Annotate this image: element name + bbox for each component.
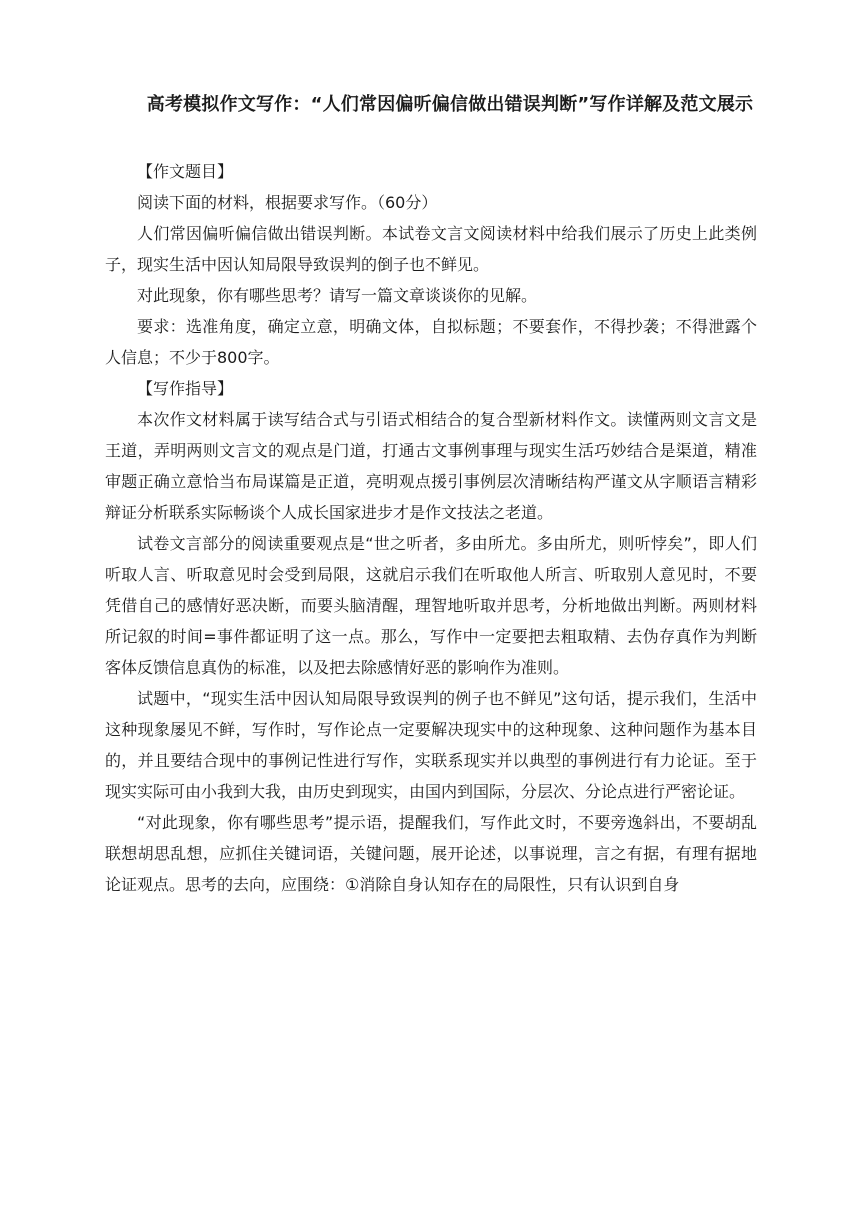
section-label-prompt: 【作文题目】 bbox=[137, 162, 234, 181]
section-label-guide: 【写作指导】 bbox=[137, 379, 234, 398]
guide-paragraph: “对此现象，你有哪些思考”提示语，提醒我们，写作此文时，不要旁逸斜出，不要胡乱联想胡思乱想，应抓住关键词语，关键问题，展开论述，以事说理，言之有据，有理有据地论证观点。思考的去向，应围绕：①消除自身认知存在的局限性，只有认识到自身 bbox=[105, 813, 757, 894]
document-page bbox=[105, 86, 757, 900]
document-title: 高考模拟作文写作：“人们常因偏听偏信做出错误判断”写作详解及范文展示 bbox=[146, 94, 754, 115]
guide-paragraph: 本次作文材料属于读写结合式与引语式相结合的复合型新材料作文。读懂两则文言文是王道，弄明两则文言文的观点是门道，打通古文事例事理与现实生活巧妙结合是渠道，精准审题正确立意恰当布局谋篇是正道，亮明观点援引事例层次清晰结构严谨文从字顺语言精彩辩证分析联系实际畅谈个人成长国家进步才是作文技法之老道。 bbox=[105, 410, 757, 522]
guide-paragraph: 试卷文言部分的阅读重要观点是“世之听者，多由所尤。多由所尤，则听悖矣”，即人们听取人言、听取意见时会受到局限，这就启示我们在听取他人所言、听取别人意见时，不要凭借自己的感情好恶决断，而要头脑清醒，理智地听取并思考，分析地做出判断。两则材料所记叙的时间=事件都证明了这一点。那么，写作中一定要把去粗取精、去伪存真作为判断客体反馈信息真伪的标准，以及把去除感情好恶的影响作为准则。 bbox=[105, 534, 757, 677]
prompt-paragraph: 阅读下面的材料，根据要求写作。（60分） bbox=[137, 193, 438, 212]
guide-paragraph: 试题中，“现实生活中因认知局限导致误判的例子也不鲜见”这句话，提示我们，生活中这种现象屡见不鲜，写作时，写作论点一定要解决现实中的这种现象、这种问题作为基本目的，并且要结合现中的事例记性进行写作，实联系现实并以典型的事例进行有力论证。至于现实实际可由小我到大我，由历史到现实，由国内到国际，分层次、分论点进行严密论证。 bbox=[105, 689, 757, 801]
prompt-paragraph: 要求：选准角度，确定立意，明确文体，自拟标题；不要套作，不得抄袭；不得泄露个人信息；不少于800字。 bbox=[105, 317, 757, 367]
prompt-paragraph: 对此现象，你有哪些思考？请写一篇文章谈谈你的见解。 bbox=[137, 286, 538, 305]
document-body bbox=[105, 156, 757, 900]
prompt-paragraph: 人们常因偏听偏信做出错误判断。本试卷文言文阅读材料中给我们展示了历史上此类例子，现实生活中因认知局限导致误判的倒子也不鲜见。 bbox=[105, 224, 757, 274]
